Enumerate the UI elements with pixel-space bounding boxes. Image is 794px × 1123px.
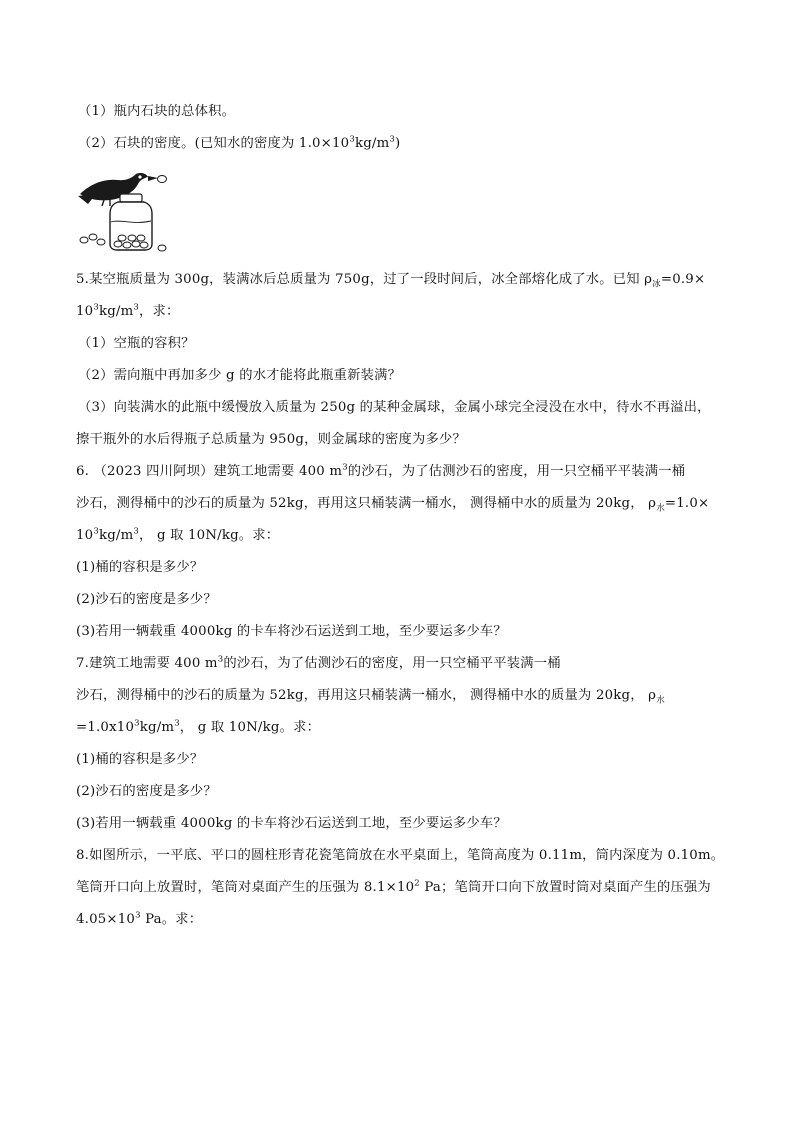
q5-line2-end: ，求： [139,304,180,319]
q7-line3-unit: kg/m [139,720,175,735]
q7-line3-text: =1.0x10 [76,720,135,735]
q7-line3-exp: 3 [134,718,140,729]
q7-line1-end: 的沙石，为了估测沙石的密度，用一只空桶平平装满一桶 [223,656,561,671]
q5-sub3-line1-text: （3）向装满水的此瓶中缓慢放入质量为 250g 的某种金属球，金属小球完全浸没在水中，待水不再溢出， [78,400,711,415]
q7-line1-exp: 3 [217,654,224,665]
q6-sub2 [76,590,724,610]
q7-sub2-text: (2)沙石的密度是多少？ [76,784,217,799]
q8-line3 [76,910,724,930]
q5-sub1 [78,334,724,354]
q6-sub3 [76,622,724,642]
q6-line3-end: ， g 取 10N/kg。求： [139,528,280,543]
q4-sub1-text: （1）瓶内石块的总体积。 [78,104,236,119]
q5-line2-text: 10 [76,304,94,319]
q6-line3-unit: kg/m [98,528,134,543]
q8-line2-end: Pa；笔筒开口向下放置时筒对桌面产生的压强为 [419,880,711,895]
q6-line1-exp: 3 [342,462,348,473]
q5-line1-text: 5.某空瓶质量为 300g，装满冰后总质量为 750g，过了一段时间后，冰全部熔化成了水。已知 ρ [76,272,653,287]
q7-line2 [76,686,724,706]
q7-sub2 [76,782,724,802]
q7-line2-sub: 水 [656,695,665,706]
q5-line2 [76,302,724,322]
q7-sub3-text: (3)若用一辆载重 4000kg 的卡车将沙石运送到工地，至少要运多少车？ [76,816,507,831]
q5-line2-unit-exp: 3 [133,302,140,313]
q7-line1-text: 7.建筑工地需要 400 m [76,656,218,671]
q7-sub1-text: (1)桶的容积是多少？ [76,752,204,767]
q6-line1 [76,462,724,482]
q5-sub3-line2 [76,430,724,450]
q6-line3 [76,526,724,546]
q5-sub1-text: （1）空瓶的容积？ [78,336,195,351]
q6-line1-end: 的沙石，为了估测沙石的密度，用一只空桶平平装满一桶 [347,464,686,479]
q4-sub1 [78,102,724,122]
q8-line2-text: 笔筒开口向上放置时，笔筒对桌面产生的压强为 8.1×10 [76,880,415,895]
q6-line3-unit-exp: 3 [133,526,140,537]
q6-line3-exp: 3 [93,526,99,537]
q8-line1 [76,846,724,866]
q7-line3 [76,718,724,738]
q4-sub2-unit: kg/m [354,136,390,151]
q6-sub3-text: (3)若用一辆载重 4000kg 的卡车将沙石运送到工地，至少要运多少车？ [76,624,507,639]
q6-sub1 [76,558,724,578]
q8-line2 [76,878,724,898]
q5-line1-end: =0.9× [660,272,706,287]
q7-sub3 [76,814,724,834]
q5-sub3-line1 [78,398,724,418]
q4-sub2-unit-exp: 3 [389,134,396,145]
q8-line3-text: 4.05×10 [76,912,136,927]
q8-line2-exp: 2 [414,878,420,889]
q6-line1-text: 6. （2023 四川阿坝）建筑工地需要 400 m [76,464,343,479]
q7-line1 [76,654,724,674]
q6-line2-sub: 水 [656,503,665,514]
q6-line2-end: =1.0× [664,496,710,511]
q5-line2-unit: kg/m [98,304,134,319]
q5-sub2 [78,366,724,386]
q7-line2-text: 沙石，测得桶中的沙石的质量为 52kg，再用这只桶装满一桶水， 测得桶中水的质量为 20kg， ρ [76,688,657,703]
q6-sub2-text: (2)沙石的密度是多少？ [76,592,217,607]
q8-line1-text: 8.如图所示，一平底、平口的圆柱形青花瓷笔筒放在水平桌面上，笔筒高度为 0.11m，筒内深度为 0.10m。 [76,848,725,863]
q5-sub3-line2-text: 擦干瓶外的水后得瓶子总质量为 950g，则金属球的密度为多少？ [76,432,467,447]
q6-sub1-text: (1)桶的容积是多少？ [76,560,204,575]
q5-line2-exp: 3 [93,302,99,313]
q8-line3-exp: 3 [135,910,141,921]
q6-line3-text: 10 [76,528,94,543]
q4-sub2 [78,134,724,154]
crow-and-bottle-icon [74,164,174,252]
q6-line2 [76,494,724,514]
q7-line3-end: ， g 取 10N/kg。求： [179,720,321,735]
q4-sub2-text: （2）石块的密度。(已知水的密度为 1.0×10 [78,136,350,151]
q4-sub2-exp: 3 [349,134,355,145]
q7-sub1 [76,750,724,770]
q5-sub2-text: （2）需向瓶中再加多少 g 的水才能将此瓶重新装满？ [78,368,402,383]
q7-line3-unit-exp: 3 [174,718,180,729]
q5-line1 [76,270,724,290]
q4-sub2-end: ) [395,136,401,151]
q5-line1-sub: 冰 [652,279,661,290]
q6-line2-text: 沙石，测得桶中的沙石的质量为 52kg，再用这只桶装满一桶水， 测得桶中水的质量为 20kg， ρ [76,496,657,511]
q8-line3-end: Pa。求： [140,912,203,927]
